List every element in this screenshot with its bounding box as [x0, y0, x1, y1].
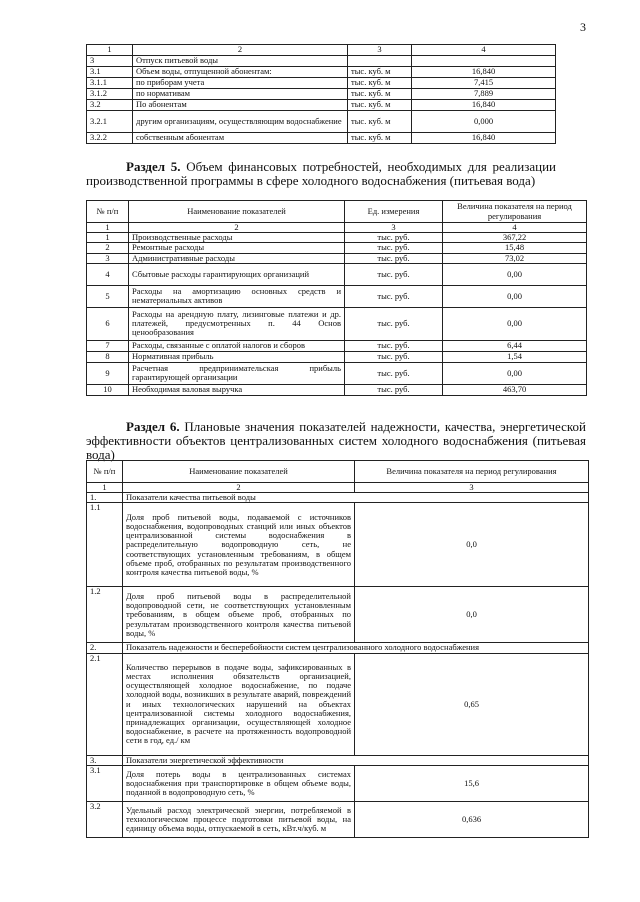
table-row: [87, 56, 556, 67]
group-row: [87, 493, 589, 503]
row-value: 0,636: [355, 801, 589, 837]
row-number: 1.2: [87, 587, 123, 643]
row-name: Расчетная предпринимательская прибыль гарантирующей организации: [129, 362, 345, 384]
table-row: [87, 503, 589, 587]
row-unit: тыс. руб.: [345, 243, 443, 253]
table-row: [87, 233, 587, 243]
row-value: 0,0: [355, 587, 589, 643]
row-value: 0,00: [443, 285, 587, 307]
row-value: 16,840: [412, 67, 556, 78]
row-number: 10: [87, 384, 129, 395]
column-header: Величина показателя на период регулирования: [355, 461, 589, 483]
water-supply-table: [86, 44, 556, 144]
table-row: [87, 307, 587, 340]
row-number: 3: [87, 56, 133, 67]
row-unit: тыс. руб.: [345, 285, 443, 307]
row-number: 1.: [87, 493, 123, 503]
row-value: 1,54: [443, 351, 587, 362]
financial-needs-table: [86, 200, 587, 396]
row-number: 7: [87, 340, 129, 351]
table-row: [87, 362, 587, 384]
table-header-row: [87, 201, 587, 223]
group-name: Показатели качества питьевой воды: [123, 493, 589, 503]
indicators-table: [86, 460, 589, 838]
row-number: 3.2: [87, 801, 123, 837]
row-name: Необходимая валовая выручка: [129, 384, 345, 395]
row-number: 3.1.2: [87, 89, 133, 100]
row-value: 463,70: [443, 384, 587, 395]
row-unit: тыс. руб.: [345, 384, 443, 395]
row-name: собственным абонентам: [133, 133, 348, 144]
section6-title: Плановые значения показателей надежности, качества, энергетической эффективности объектов централизованных систем холодного водоснабжения (питьевая вода): [86, 419, 587, 462]
table-row: [87, 67, 556, 78]
row-unit: тыс. куб. м: [348, 67, 412, 78]
row-unit: [348, 56, 412, 67]
row-number: 8: [87, 351, 129, 362]
table-row: [87, 253, 587, 263]
row-unit: тыс. куб. м: [348, 133, 412, 144]
row-number: 2.1: [87, 653, 123, 755]
row-value: 73,02: [443, 253, 587, 263]
row-value: 15,6: [355, 765, 589, 801]
table-row: [87, 100, 556, 111]
row-value: 7,889: [412, 89, 556, 100]
table-row: [87, 384, 587, 395]
column-number-row: [87, 223, 587, 233]
column-number: 3: [345, 223, 443, 233]
row-unit: тыс. руб.: [345, 263, 443, 285]
row-unit: тыс. руб.: [345, 362, 443, 384]
row-unit: тыс. руб.: [345, 253, 443, 263]
row-unit: тыс. куб. м: [348, 78, 412, 89]
row-value: 6,44: [443, 340, 587, 351]
row-number: 3.2.2: [87, 133, 133, 144]
row-name: Расходы на арендную плату, лизинговые платежи и др. платежей, предусмотренных п. 44 Основ ценообразования: [129, 307, 345, 340]
section5-title: Объем финансовых потребностей, необходимых для реализации производственной программы в сфере холодного водоснабжения (питьевая вода): [86, 159, 557, 188]
table-row: [87, 285, 587, 307]
row-unit: тыс. куб. м: [348, 89, 412, 100]
table-row: [87, 351, 587, 362]
row-number: 3.2: [87, 100, 133, 111]
header-cell: 3: [348, 45, 412, 56]
header-cell: 1: [87, 45, 133, 56]
row-number: 1.1: [87, 503, 123, 587]
row-name: Производственные расходы: [129, 233, 345, 243]
column-header: № п/п: [87, 201, 129, 223]
row-name: Доля проб питьевой воды в распределительной водопроводной сети, не соответствующих установленным требованиям, в общем объеме проб, отобранных по результатам производственного контроля качества питьевой воды, %: [123, 587, 355, 643]
group-row: [87, 755, 589, 765]
column-header: Наименование показателей: [129, 201, 345, 223]
row-unit: тыс. куб. м: [348, 100, 412, 111]
table-row: [87, 111, 556, 133]
table-header-row: [87, 45, 556, 56]
table-row: [87, 765, 589, 801]
row-value: 0,0: [355, 503, 589, 587]
page-number: 3: [580, 20, 586, 34]
row-name: Доля потерь воды в централизованных системах водоснабжения при транспортировке в общем объеме воды, поданной в водопроводную сеть, %: [123, 765, 355, 801]
row-value: 367,22: [443, 233, 587, 243]
column-header: Величина показателя на период регулирования: [443, 201, 587, 223]
column-number: 3: [355, 483, 589, 493]
column-header: Ед. измерения: [345, 201, 443, 223]
row-name: Объем воды, отпущенной абонентам:: [133, 67, 348, 78]
column-header: Наименование показателей: [123, 461, 355, 483]
row-name: Сбытовые расходы гарантирующих организаций: [129, 263, 345, 285]
row-number: 3.1: [87, 765, 123, 801]
table-row: [87, 587, 589, 643]
row-number: 5: [87, 285, 129, 307]
section5-heading: [86, 160, 556, 188]
row-number: 3.1.1: [87, 78, 133, 89]
column-number: 2: [129, 223, 345, 233]
row-name: Количество перерывов в подаче воды, зафиксированных в местах исполнения обязательств организацией, осуществляющей холодное водоснабжение, по подаче холодной воды, возникших в результате аварий, повреждений и иных технологических нарушений на объектах централизованной системы холодного водоснабжения, принадлежащих организации, осуществляющей холодное водоснабжение, в расчете на протяженность водопроводной сети в год, ед./ км: [123, 653, 355, 755]
header-cell: 2: [133, 45, 348, 56]
group-name: Показатель надежности и бесперебойности систем централизованного холодного водоснабжения: [123, 643, 589, 653]
row-value: 0,00: [443, 362, 587, 384]
row-number: 6: [87, 307, 129, 340]
row-name: Расходы, связанные с оплатой налогов и сборов: [129, 340, 345, 351]
row-number: 9: [87, 362, 129, 384]
row-name: по нормативам: [133, 89, 348, 100]
row-value: 16,840: [412, 133, 556, 144]
row-number: 2.: [87, 643, 123, 653]
group-row: [87, 643, 589, 653]
row-value: 15,48: [443, 243, 587, 253]
table-row: [87, 263, 587, 285]
row-unit: тыс. руб.: [345, 340, 443, 351]
column-number: 4: [443, 223, 587, 233]
column-number: 2: [123, 483, 355, 493]
row-number: 4: [87, 263, 129, 285]
table-row: [87, 133, 556, 144]
row-name: Доля проб питьевой воды, подаваемой с источников водоснабжения, водопроводных станций или иных объектов централизованной системы водоснабжения в распределительную водопроводную сеть, не соответствующих установленным требованиям, в общем объеме проб, отобранных по результатам производственного контроля качества питьевой воды, %: [123, 503, 355, 587]
row-name: Ремонтные расходы: [129, 243, 345, 253]
table-header-row: [87, 461, 589, 483]
table-row: [87, 89, 556, 100]
column-number: 1: [87, 223, 129, 233]
row-value: 0,000: [412, 111, 556, 133]
row-unit: тыс. куб. м: [348, 111, 412, 133]
section6-heading: [86, 420, 586, 462]
row-name: Административные расходы: [129, 253, 345, 263]
column-header: № п/п: [87, 461, 123, 483]
row-number: 1: [87, 233, 129, 243]
column-number: 1: [87, 483, 123, 493]
row-number: 2: [87, 243, 129, 253]
section5-label: Раздел 5.: [126, 159, 181, 174]
row-name: другим организациям, осуществляющим водоснабжение: [133, 111, 348, 133]
row-name: по приборам учета: [133, 78, 348, 89]
row-value: 0,00: [443, 307, 587, 340]
row-unit: тыс. руб.: [345, 351, 443, 362]
row-name: По абонентам: [133, 100, 348, 111]
row-unit: тыс. руб.: [345, 307, 443, 340]
row-number: 3.2.1: [87, 111, 133, 133]
row-unit: тыс. руб.: [345, 233, 443, 243]
row-value: 16,840: [412, 100, 556, 111]
section6-label: Раздел 6.: [126, 419, 180, 434]
table-row: [87, 653, 589, 755]
row-value: 0,65: [355, 653, 589, 755]
row-name: Расходы на амортизацию основных средств и нематериальных активов: [129, 285, 345, 307]
row-value: 0,00: [443, 263, 587, 285]
table-row: [87, 243, 587, 253]
row-value: [412, 56, 556, 67]
column-number-row: [87, 483, 589, 493]
table-row: [87, 78, 556, 89]
row-name: Удельный расход электрической энергии, потребляемой в технологическом процессе подготовки питьевой воды, на единицу объема воды, отпускаемой в сеть, кВт.ч/куб. м: [123, 801, 355, 837]
row-number: 3: [87, 253, 129, 263]
group-name: Показатели энергетической эффективности: [123, 755, 589, 765]
table-row: [87, 801, 589, 837]
row-number: 3.: [87, 755, 123, 765]
header-cell: 4: [412, 45, 556, 56]
row-number: 3.1: [87, 67, 133, 78]
row-name: Нормативная прибыль: [129, 351, 345, 362]
row-value: 7,415: [412, 78, 556, 89]
table-row: [87, 340, 587, 351]
row-name: Отпуск питьевой воды: [133, 56, 348, 67]
